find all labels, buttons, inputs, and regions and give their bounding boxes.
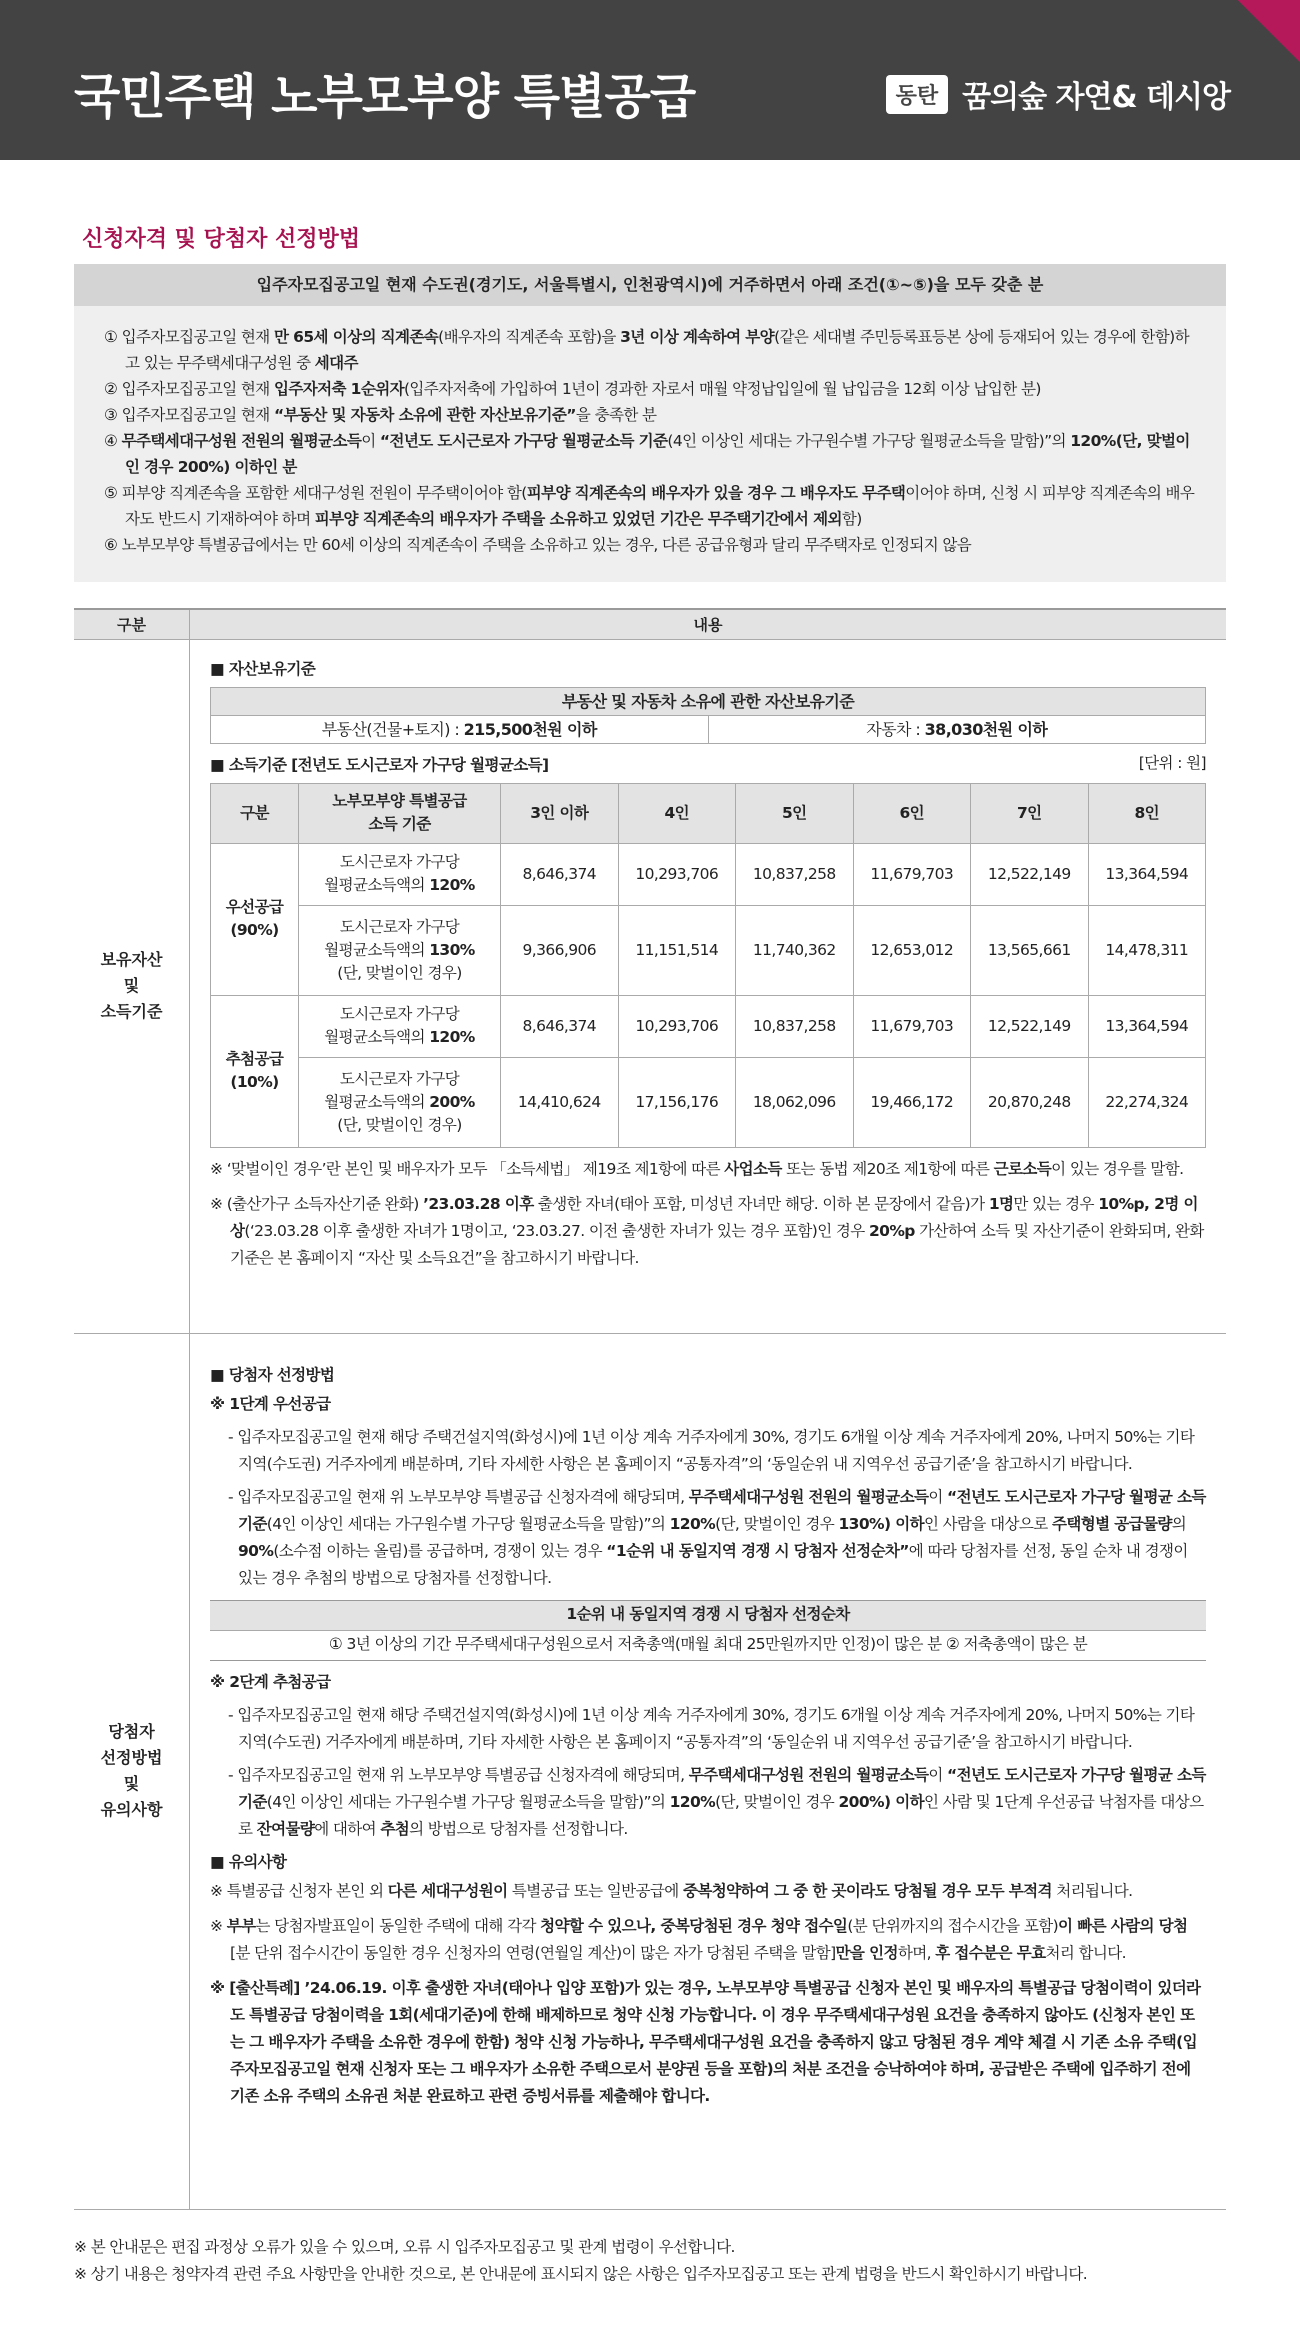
income-value: 14,410,624 — [501, 1057, 619, 1147]
row-label-selection: 당첨자 선정방법 및 유의사항 — [74, 1333, 190, 2209]
caution-title: ■ 유의사항 — [210, 1852, 287, 1871]
conditions-box — [74, 306, 1226, 582]
condition-item: ③ 입주자모집공고일 현재 “부동산 및 자동차 소유에 관한 자산보유기준”을 충족한 분 — [104, 406, 657, 424]
stage2-title: ※ 2단계 추첨공급 — [210, 1672, 331, 1691]
income-header: 노부모부양 특별공급 소득 기준 — [299, 783, 501, 843]
page-header — [0, 0, 1300, 160]
income-value: 10,837,258 — [736, 843, 854, 905]
income-table — [210, 783, 1206, 1148]
income-value: 12,522,149 — [971, 995, 1089, 1057]
income-value: 14,478,311 — [1088, 905, 1206, 995]
caution-note: ※ 특별공급 신청자 본인 외 다른 세대구성원이 특별공급 또는 일반공급에 중복청약하여 그 중 한 곳이라도 당첨될 경우 모두 부적격 처리됩니다. — [210, 1881, 1133, 1900]
income-value: 11,151,514 — [618, 905, 736, 995]
income-note: ※ (출산가구 소득자산기준 완화) ’23.03.28 이후 출생한 자녀(태아 포함, 미성년 자녀만 해당. 이하 본 문장에서 같음)가 1명만 있는 경우 10%p, 2명 이상(‘23.03.28 이후 출생한 자녀가 1명이고, ‘23.03.27. 이전 출생한 자녀가 있는 경우 포함)인 경우 20%p 가산하여 소득 및 자산기준이 완화되며, 완화 기준은 본 홈페이지 “자산 및 소득요건”을 참고하시기 바랍니다. — [210, 1194, 1204, 1267]
stage1-paragraph: - 입주자모집공고일 현재 해당 주택건설지역(화성시)에 1년 이상 계속 거주자에게 30%, 경기도 6개월 이상 계속 거주자에게 20%, 나머지 50%는 기타지역(수도권) 거주자에게 배분하며, 기타 자세한 사항은 본 홈페이지 “공통자격”의 ‘동일순위 내 지역우선 공급기준’을 참고하시기 바랍니다. — [228, 1427, 1195, 1473]
income-header: 4인 — [618, 783, 736, 843]
income-note: ※ ‘맞벌이인 경우’란 본인 및 배우자가 모두 「소득세법」 제19조 제1항에 따른 사업소득 또는 동법 제20조 제1항에 따른 근로소득이 있는 경우를 말함. — [210, 1159, 1184, 1178]
brand-block — [886, 72, 1230, 116]
income-criterion: 도시근로자 가구당 월평균소득액의 120% — [299, 995, 501, 1057]
priority-table — [210, 1600, 1206, 1661]
income-header: 6인 — [853, 783, 971, 843]
footer-note: ※ 본 안내문은 편집 과정상 오류가 있을 수 있으며, 오류 시 입주자모집공고 및 관계 법령이 우선합니다. — [74, 2238, 735, 2256]
condition-item: ① 입주자모집공고일 현재 만 65세 이상의 직계존속(배우자의 직계존속 포함)을 3년 이상 계속하여 부양(같은 세대별 주민등록표등본 상에 등재되어 있는 경우에 한함)하고 있는 무주택세대구성원 중 세대주 — [104, 328, 1189, 372]
stage1-paragraph: - 입주자모집공고일 현재 위 노부모부양 특별공급 신청자격에 해당되며, 무주택세대구성원 전원의 월평균소득이 “전년도 도시근로자 가구당 월평균 소득 기준(4인 이상인 세대는 가구원수별 가구당 월평균소득을 말함)”의 120%(단, 맞벌이인 경우 130%) 이하인 사람을 대상으로 주택형별 공급물량의 90%(소수점 이하는 올림)를 공급하며, 경쟁이 있는 경우 “1순위 내 동일지역 경쟁 시 당첨자 선정순차”에 따라 당첨자를 선정, 동일 순차 내 경쟁이 있는 경우 추첨의 방법으로 당첨자를 선정합니다. — [228, 1487, 1206, 1587]
income-value: 11,679,703 — [853, 995, 971, 1057]
footer-note: ※ 상기 내용은 청약자격 관련 주요 사항만을 안내한 것으로, 본 안내문에 표시되지 않은 사항은 입주자모집공고 또는 관계 법령을 반드시 확인하시기 바랍니다. — [74, 2265, 1088, 2283]
income-group-label: 우선공급 (90%) — [211, 843, 299, 995]
col-header-content: 내용 — [190, 609, 1227, 639]
section-title: 신청자격 및 당첨자 선정방법 — [82, 227, 361, 252]
brand-name: 꿈의숲 자연& 데시앙 — [962, 80, 1230, 115]
asset-table-head: 부동산 및 자동차 소유에 관한 자산보유기준 — [211, 687, 1206, 715]
income-value: 13,565,661 — [971, 905, 1089, 995]
stage2-paragraph: - 입주자모집공고일 현재 해당 주택건설지역(화성시)에 1년 이상 계속 거주자에게 30%, 경기도 6개월 이상 계속 거주자에게 20%, 나머지 50%는 기타지역(수도권) 거주자에게 배분하며, 기타 자세한 사항은 본 홈페이지 “공통자격”의 ‘동일순위 내 지역우선 공급기준’을 참고하시기 바랍니다. — [228, 1705, 1195, 1751]
location-badge: 동탄 — [886, 75, 949, 114]
condition-item: ⑥ 노부모부양 특별공급에서는 만 60세 이상의 직계존속이 주택을 소유하고 있는 경우, 다른 공급유형과 달리 무주택자로 인정되지 않음 — [104, 536, 972, 554]
footer-notes — [74, 2234, 1087, 2288]
income-value: 8,646,374 — [501, 995, 619, 1057]
income-value: 18,062,096 — [736, 1057, 854, 1147]
income-value: 19,466,172 — [853, 1057, 971, 1147]
page-title: 국민주택 노부모부양 특별공급 — [74, 69, 696, 125]
priority-table-row: ① 3년 이상의 기간 무주택세대구성원으로서 저축총액(매월 최대 25만원까지만 인정)이 많은 분 ② 저축총액이 많은 분 — [210, 1630, 1206, 1660]
income-value: 8,646,374 — [501, 843, 619, 905]
income-value: 9,366,906 — [501, 905, 619, 995]
income-value: 12,653,012 — [853, 905, 971, 995]
stage2-paragraph: - 입주자모집공고일 현재 위 노부모부양 특별공급 신청자격에 해당되며, 무주택세대구성원 전원의 월평균소득이 “전년도 도시근로자 가구당 월평균 소득 기준(4인 이상인 세대는 가구원수별 가구당 월평균소득을 말함)”의 120%(단, 맞벌이인 경우 200%) 이하인 사람 및 1단계 우선공급 낙첨자를 대상으로 잔여물량에 대하여 추첨의 방법으로 당첨자를 선정합니다. — [228, 1765, 1206, 1838]
income-value: 13,364,594 — [1088, 995, 1206, 1057]
realestate-limit: 부동산(건물+토지) : 215,500천원 이하 — [211, 715, 709, 743]
selection-cell — [190, 1333, 1227, 2209]
col-header-category: 구분 — [74, 609, 190, 639]
assets-income-cell — [190, 639, 1227, 1333]
stage1-title: ※ 1단계 우선공급 — [210, 1394, 331, 1413]
income-value: 10,837,258 — [736, 995, 854, 1057]
income-header: 8인 — [1088, 783, 1206, 843]
condition-item: ⑤ 피부양 직계존속을 포함한 세대구성원 전원이 무주택이어야 함(피부양 직계존속의 배우자가 있을 경우 그 배우자도 무주택이어야 하며, 신청 시 피부양 직계존속의 배우자도 반드시 기재하여야 하며 피부양 직계존속의 배우자가 주택을 소유하고 있었던 기간은 무주택기간에서 제외함) — [104, 484, 1195, 528]
asset-table — [210, 687, 1206, 744]
income-criterion: 도시근로자 가구당 월평균소득액의 130% (단, 맞벌이인 경우) — [299, 905, 501, 995]
income-value: 13,364,594 — [1088, 843, 1206, 905]
car-limit: 자동차 : 38,030천원 이하 — [708, 715, 1206, 743]
main-table — [74, 608, 1226, 2210]
income-group-label: 추첨공급 (10%) — [211, 995, 299, 1147]
income-criterion: 도시근로자 가구당 월평균소득액의 200% (단, 맞벌이인 경우) — [299, 1057, 501, 1147]
conditions-header: 입주자모집공고일 현재 수도권(경기도, 서울특별시, 인천광역시)에 거주하면서 아래 조건(①~⑤)을 모두 갖춘 분 — [74, 264, 1226, 306]
income-title: ■ 소득기준 [전년도 도시근로자 가구당 월평균소득] — [210, 755, 549, 774]
income-header: 3인 이하 — [501, 783, 619, 843]
income-header: 5인 — [736, 783, 854, 843]
income-criterion: 도시근로자 가구당 월평균소득액의 120% — [299, 843, 501, 905]
condition-item: ④ 무주택세대구성원 전원의 월평균소득이 “전년도 도시근로자 가구당 월평균소득 기준(4인 이상인 세대는 가구원수별 가구당 월평균소득을 말함)”의 120%(단, 맞벌이인 경우 200%) 이하인 분 — [104, 432, 1190, 476]
income-value: 20,870,248 — [971, 1057, 1089, 1147]
income-value: 10,293,706 — [618, 995, 736, 1057]
corner-accent — [1238, 0, 1300, 62]
caution-note: ※ 부부는 당첨자발표일이 동일한 주택에 대해 각각 청약할 수 있으나, 중복당첨된 경우 청약 접수일(분 단위까지의 접수시간을 포함)이 빠른 사람의 당첨[분 단위 접수시간이 동일한 경우 신청자의 연령(연월일 계산)이 많은 자가 당첨된 주택을 말함]만을 인정하며, 후 접수분은 무효처리 합니다. — [210, 1916, 1188, 1962]
income-header: 7인 — [971, 783, 1089, 843]
assets-title: ■ 자산보유기준 — [210, 659, 316, 678]
condition-item: ② 입주자모집공고일 현재 입주자저축 1순위자(입주자저축에 가입하여 1년이 경과한 자로서 매월 약정납입일에 월 납입금을 12회 이상 납입한 분) — [104, 380, 1041, 398]
income-value: 11,679,703 — [853, 843, 971, 905]
income-value: 17,156,176 — [618, 1057, 736, 1147]
selection-title: ■ 당첨자 선정방법 — [210, 1365, 335, 1384]
income-unit: [단위 : 원] — [1138, 753, 1206, 772]
caution-note-birth-special: ※ [출산특례] ’24.06.19. 이후 출생한 자녀(태아나 입양 포함)가 있는 경우, 노부모부양 특별공급 신청자 본인 및 배우자의 특별공급 당첨이력이 있더라도 특별공급 당첨이력을 1회(세대기준)에 한해 배제하므로 청약 신청 가능합니다. 이 경우 무주택세대구성원 요건을 충족하지 않아도 (신청자 본인 또는 그 배우자가 주택을 소유한 경우에 한함) 청약 신청 가능하나, 무주택세대구성원 요건을 충족하지 않고 당첨된 경우 계약 체결 시 기존 소유 주택(입주자모집공고일 현재 신청자 또는 그 배우자가 소유한 주택으로서 분양권 등을 포함)의 처분 조건을 승낙하여야 하며, 공급받은 주택에 입주하기 전에 기존 소유 주택의 소유권 처분 완료하고 관련 증빙서류를 제출해야 합니다. — [210, 1978, 1201, 2105]
income-value: 22,274,324 — [1088, 1057, 1206, 1147]
priority-table-head: 1순위 내 동일지역 경쟁 시 당첨자 선정순차 — [210, 1600, 1206, 1630]
income-value: 12,522,149 — [971, 843, 1089, 905]
income-header: 구분 — [211, 783, 299, 843]
income-value: 11,740,362 — [736, 905, 854, 995]
income-value: 10,293,706 — [618, 843, 736, 905]
row-label-assets: 보유자산 및 소득기준 — [74, 639, 190, 1333]
